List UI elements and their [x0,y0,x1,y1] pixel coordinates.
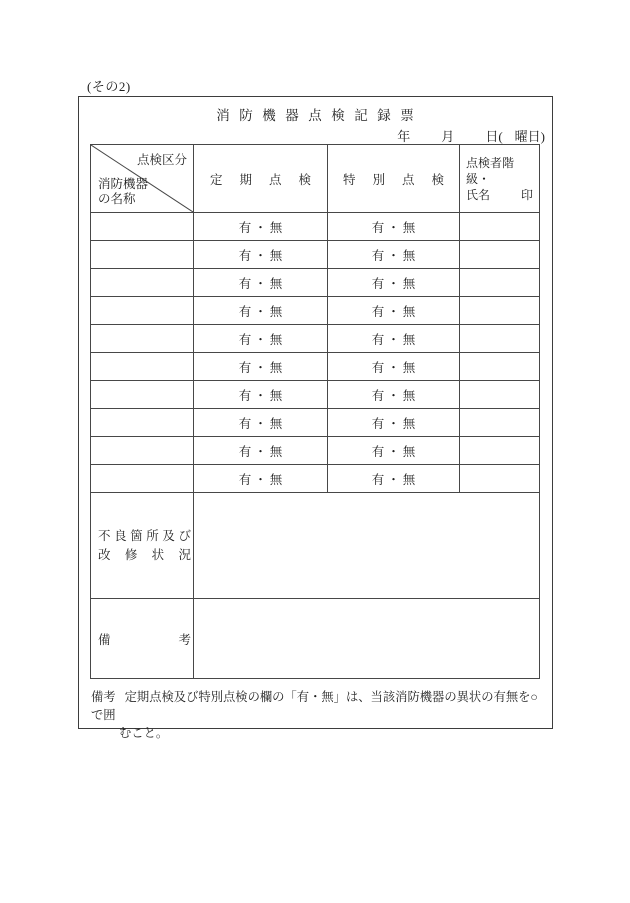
table-row [91,213,540,241]
inspector-sign-cell [460,353,540,381]
defect-label: 不良箇所及び 改修状況 [98,528,191,562]
page-number-label: (その2) [87,79,131,94]
special-check-cell: 有・無 [328,409,460,437]
inspector-rank-label: 点検者階級・ [466,155,515,186]
special-check-cell: 有・無 [328,353,460,381]
equipment-name-cell [91,297,194,325]
special-check-cell: 有・無 [328,297,460,325]
equipment-name-cell [91,353,194,381]
table-row [91,409,540,437]
defect-entry-cell [194,493,540,599]
inspector-sign-cell [460,325,540,353]
table-row [91,269,540,297]
header-inspector [460,145,540,213]
table-row [91,325,540,353]
inspector-sign-cell [460,465,540,493]
footer-note [91,688,547,742]
special-check-cell: 有・無 [328,381,460,409]
remarks-entry-cell [194,599,540,679]
equipment-name-cell [91,325,194,353]
inspector-sign-cell [460,241,540,269]
defect-section-row [91,493,540,599]
form-title: 消防機器点検記録票 [216,108,424,123]
form-border [78,96,553,740]
inspector-name-label: 氏名 [466,187,491,202]
header-special-inspection: 特別点検 [328,145,460,213]
special-check-cell: 有・無 [328,465,460,493]
special-check-cell: 有・無 [328,325,460,353]
periodic-check-cell: 有・無 [194,325,328,353]
inspector-sign-cell [460,269,540,297]
equipment-name-cell [91,409,194,437]
inspection-record-table [90,144,540,679]
table-row [91,465,540,493]
inspector-sign-cell [460,381,540,409]
special-check-cell: 有・無 [328,437,460,465]
periodic-check-cell: 有・無 [194,269,328,297]
equipment-name-cell [91,213,194,241]
date-line [397,126,545,145]
header-category-label: 点検区分 [136,153,187,167]
table-header-row [91,145,540,213]
periodic-check-cell: 有・無 [194,213,328,241]
periodic-check-cell: 有・無 [194,437,328,465]
header-diagonal-cell [91,145,194,213]
special-check-cell: 有・無 [328,269,460,297]
periodic-check-cell: 有・無 [194,297,328,325]
special-check-cell: 有・無 [328,241,460,269]
equipment-name-cell [91,437,194,465]
special-check-cell: 有・無 [328,213,460,241]
table-row [91,381,540,409]
remarks-label-cell [91,599,194,679]
table-row [91,297,540,325]
equipment-name-cell [91,465,194,493]
date-month-label: 月 [441,129,455,144]
defect-label-cell [91,493,194,599]
date-day-label: 日( [485,129,503,144]
header-periodic-inspection: 定期点検 [194,145,328,213]
inspector-sign-cell [460,437,540,465]
equipment-name-cell [91,269,194,297]
remarks-label: 備 考 [98,632,191,647]
inspector-sign-cell [460,297,540,325]
equipment-name-cell [91,241,194,269]
remarks-section-row [91,599,540,679]
footer-note-line2: むこと。 [119,726,169,740]
table-row [91,241,540,269]
header-equipment-label: 消防機器 の名称 [98,177,149,206]
table-row [91,353,540,381]
periodic-check-cell: 有・無 [194,465,328,493]
date-year-label: 年 [397,129,411,144]
date-weekday-label: 曜日) [514,129,545,144]
inspector-sign-cell [460,409,540,437]
periodic-check-cell: 有・無 [194,409,328,437]
periodic-check-cell: 有・無 [194,381,328,409]
inspector-seal-label: 印 [520,187,533,202]
periodic-check-cell: 有・無 [194,353,328,381]
table-row [91,437,540,465]
footer-note-line1: 備考 定期点検及び特別点検の欄の「有・無」は、当該消防機器の異状の有無を○で囲 [91,690,538,722]
equipment-name-cell [91,381,194,409]
inspector-sign-cell [460,213,540,241]
periodic-check-cell: 有・無 [194,241,328,269]
